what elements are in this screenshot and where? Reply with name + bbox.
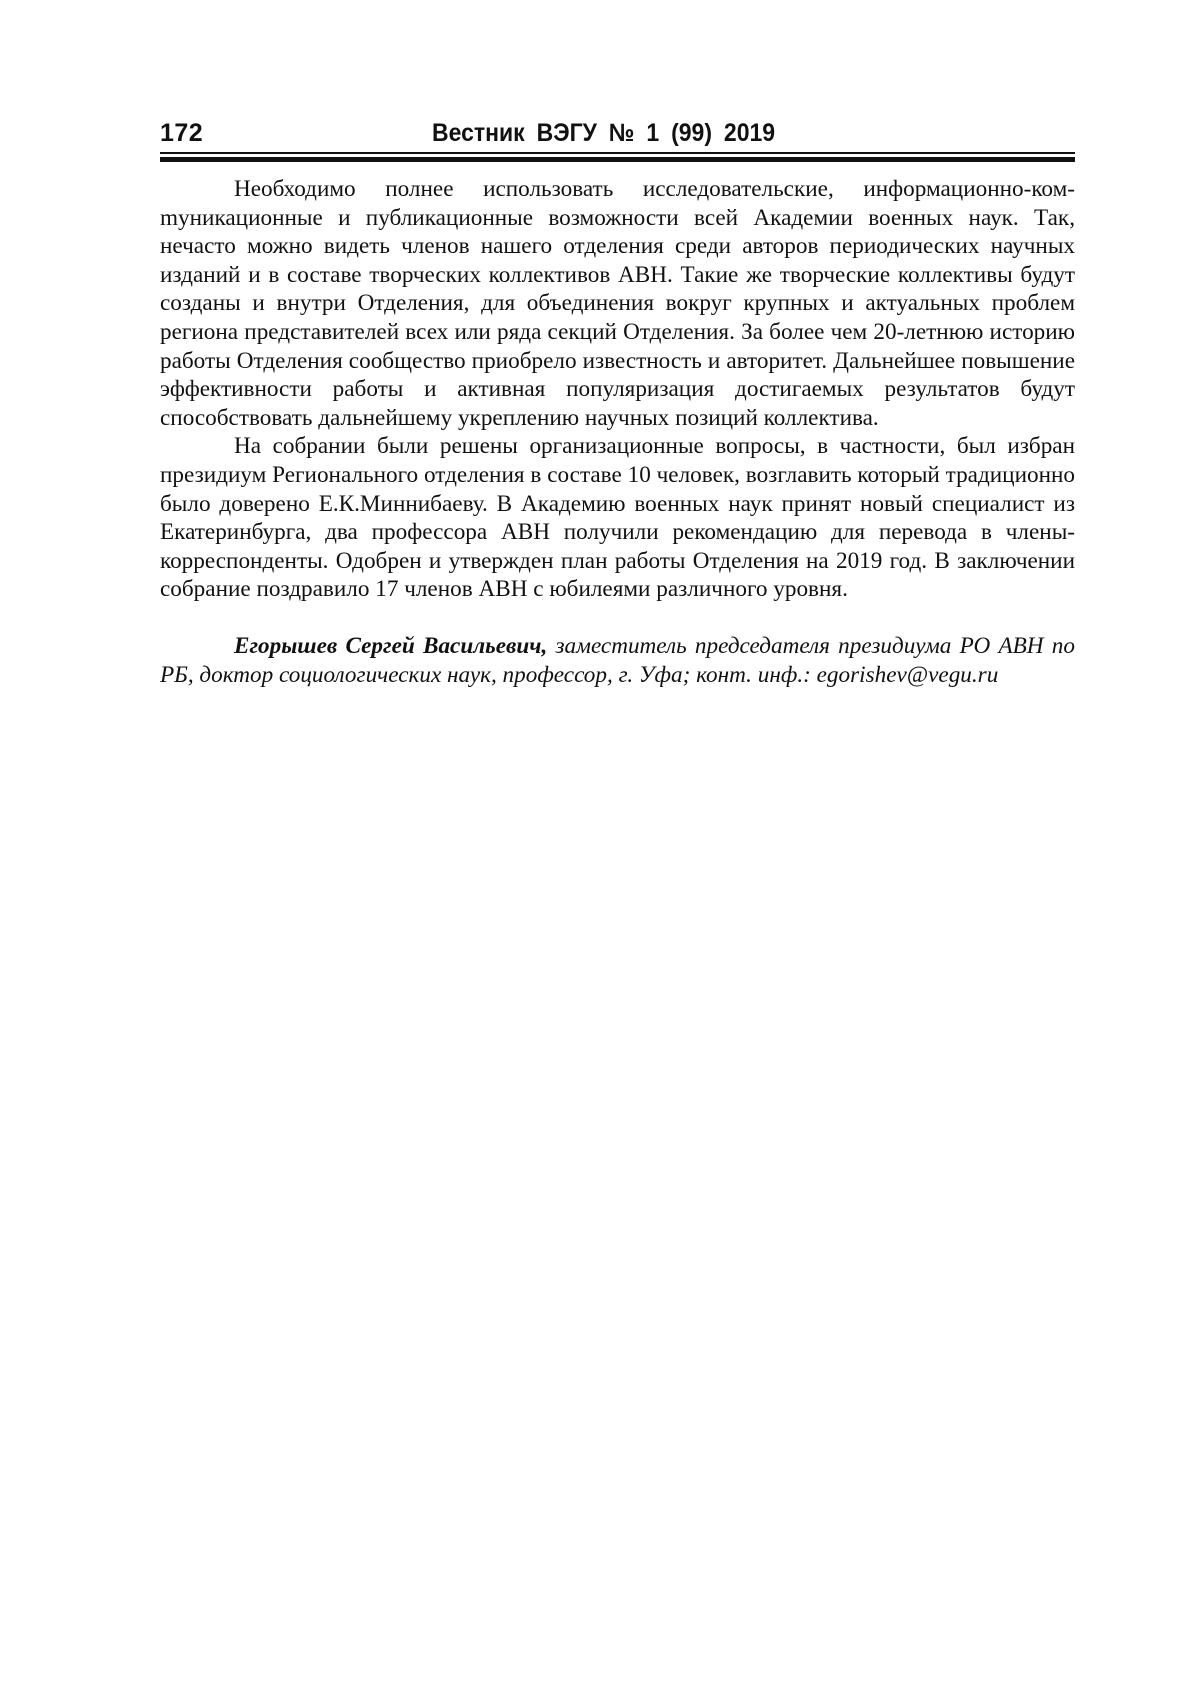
author-details: заместитель председателя президиума РО АВН по РБ, доктор социологических наук, профессор, г. Уфа; конт. инф.: egorishev@vegu.ru <box>160 632 1075 688</box>
author-info <box>160 632 1075 689</box>
body-paragraph-2: На собрании были решены организационные вопросы, в частности, был избран президиум Регионального отделения в составе 10 человек, возглавить который традиционно было доверено Е.К.Миннибаеву. В Академию военных наук принят новый специалист из Екатеринбурга, два профессора АВН получили рекомендацию для перевода в члены-корреспонденты. Одобрен и утвержден план работы Отделения на 2019 год. В заключении собрание поздравило 17 членов АВН с юбилеями различного уровня. <box>160 433 1075 603</box>
header-rule-thick <box>160 157 1075 162</box>
body-paragraph-1: Необходимо полнее использовать исследовательские, информационно-комmуникационные и публикационные возможности всей Академии военных наук. Так, нечасто можно видеть членов нашего отделения среди авторов периодических научных изданий и в составе творческих коллективов АВН. Такие же творческие коллективы будут созданы и внутри Отделения, для объединения вокруг крупных и актуальных проблем региона представителей всех или ряда секций Отделения. За более чем 20-летнюю историю работы Отделения сообщество приобрело известность и авторитет. Дальнейшее повышение эффективности работы и активная популяризация достигаемых результатов будут способствовать дальнейшему укреплению научных позиций коллектива. <box>160 176 1075 431</box>
article-body <box>160 175 1075 689</box>
journal-title: Вестник ВЭГУ № 1 (99) 2019 <box>432 119 776 147</box>
running-header <box>160 117 1075 149</box>
author-name: Егорышев Сергей Васильевич, <box>234 632 548 659</box>
page-number: 172 <box>160 119 204 147</box>
header-rule-thin <box>160 152 1075 154</box>
